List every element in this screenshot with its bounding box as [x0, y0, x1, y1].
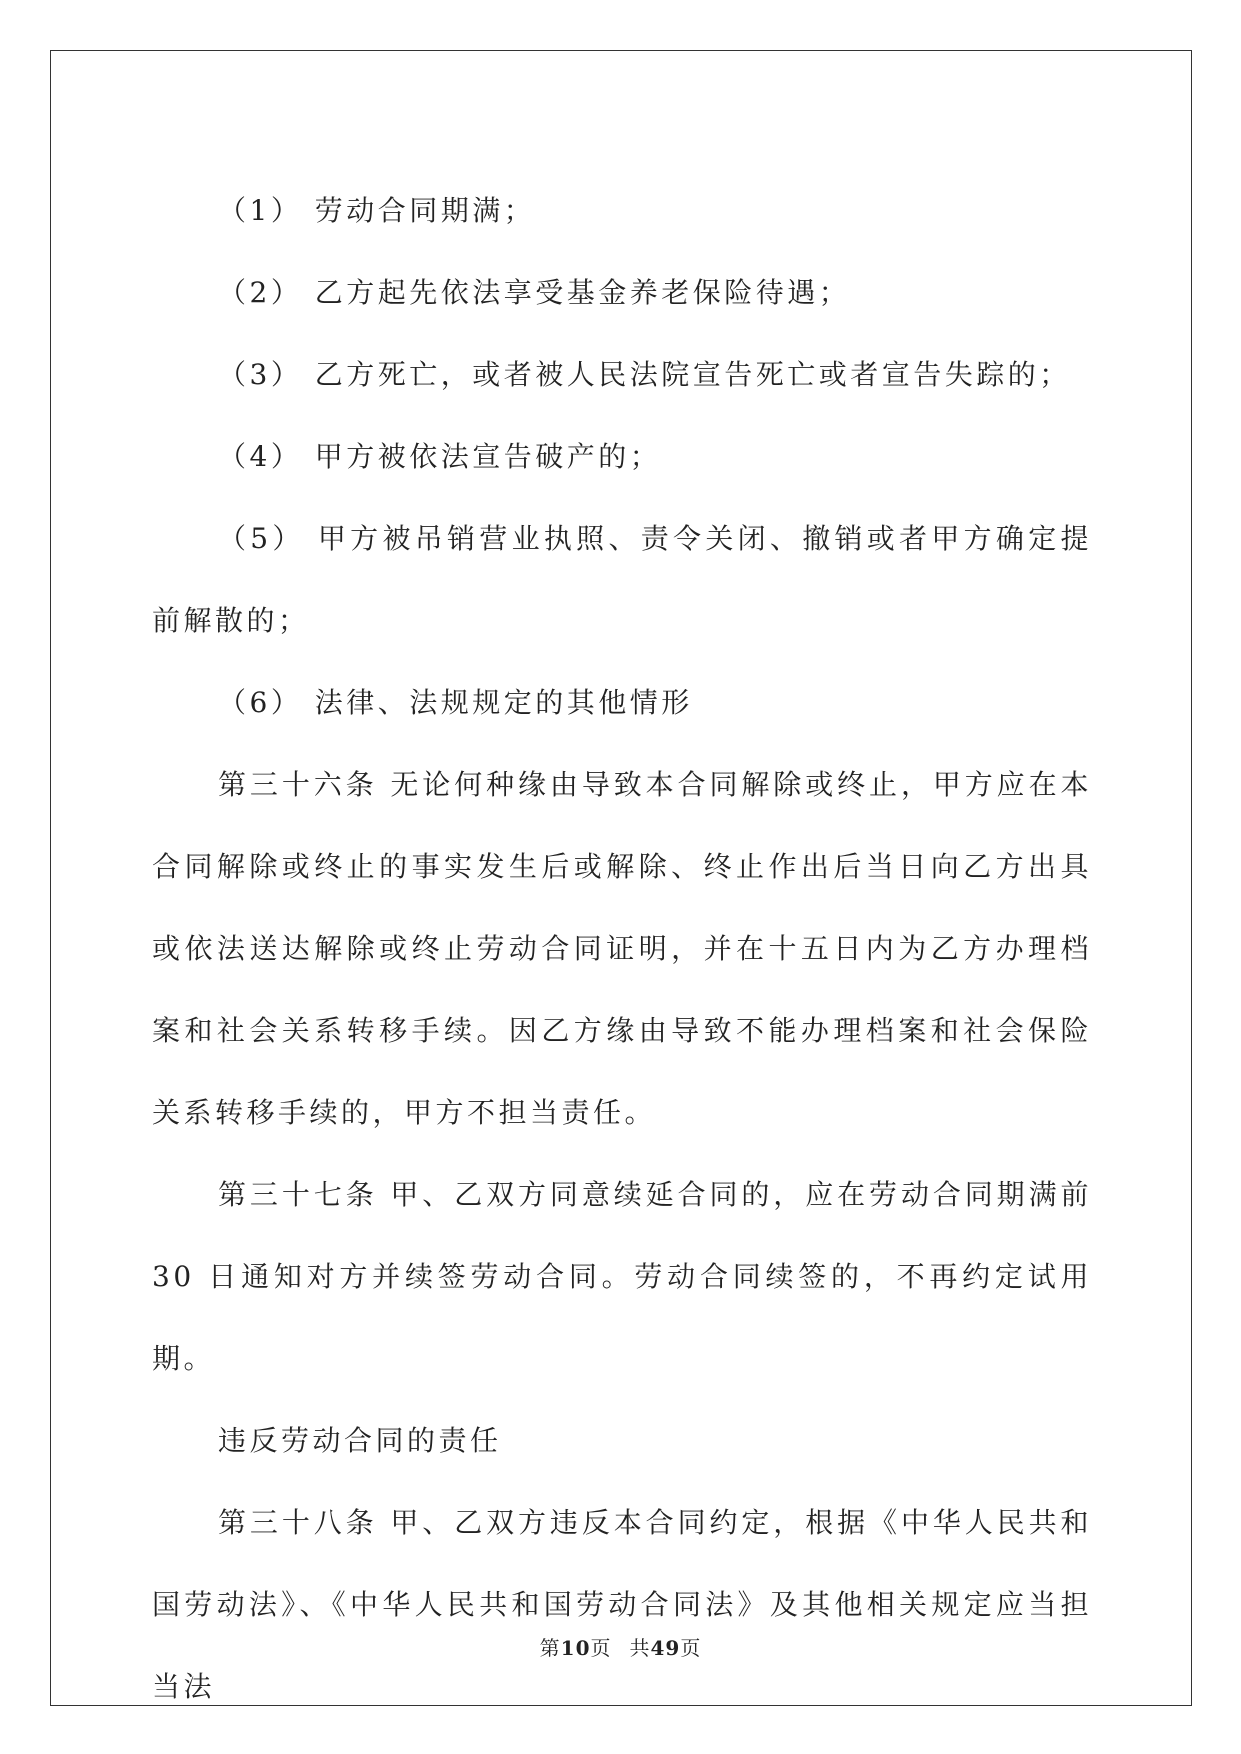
- clause-item-6: （6） 法律、法规规定的其他情形: [218, 686, 693, 719]
- clause-item-5: （5） 甲方被吊销营业执照、责令关闭、撤销或者甲方确定提前解散的；: [152, 522, 1092, 637]
- page-number: 10: [560, 1636, 591, 1660]
- page-footer: [0, 1632, 1241, 1661]
- section-heading: 违反劳动合同的责任: [218, 1424, 502, 1457]
- article-38: 第三十八条 甲、乙双方违反本合同约定，根据《中华人民共和国劳动法》、《中华人民共和国劳动合同法》及其他相关规定应当担当法: [152, 1506, 1092, 1703]
- total-unit: 页: [680, 1636, 702, 1660]
- page-prefix: 第: [539, 1636, 561, 1660]
- clause-item-3: （3） 乙方死亡，或者被人民法院宣告死亡或者宣告失踪的；: [218, 358, 1071, 391]
- article-37: 第三十七条 甲、乙双方同意续延合同的，应在劳动合同期满前 30 日通知对方并续签劳动合同。劳动合同续签的，不再约定试用期。: [152, 1178, 1092, 1375]
- document-body: [152, 170, 1092, 1728]
- clause-item-2: （2） 乙方起先依法享受基金养老保险待遇；: [218, 276, 851, 309]
- clause-item-1: （1） 劳动合同期满；: [218, 194, 536, 227]
- page-unit: 页: [590, 1636, 612, 1660]
- clause-item-4: （4） 甲方被依法宣告破产的；: [218, 440, 662, 473]
- total-prefix: 共: [629, 1636, 651, 1660]
- article-36: 第三十六条 无论何种缘由导致本合同解除或终止，甲方应在本合同解除或终止的事实发生后或解除、终止作出后当日向乙方出具或依法送达解除或终止劳动合同证明，并在十五日内为乙方办理档案和社会关系转移手续。因乙方缘由导致不能办理档案和社会保险关系转移手续的，甲方不担当责任。: [152, 768, 1092, 1129]
- page-total: 49: [650, 1636, 681, 1660]
